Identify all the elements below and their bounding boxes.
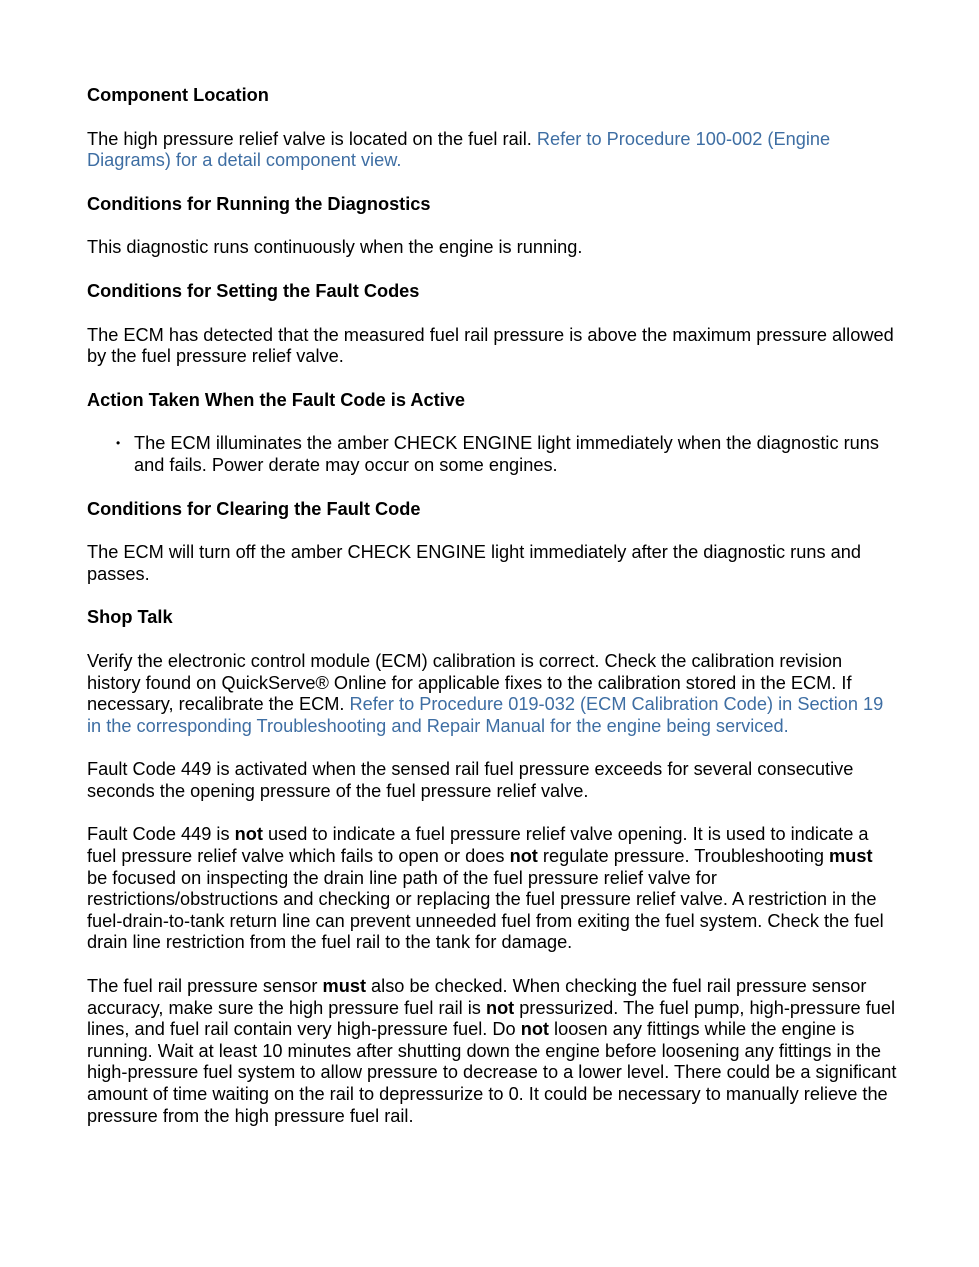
heading-setting-fault-codes: Conditions for Setting the Fault Codes bbox=[87, 280, 420, 301]
component-location-paragraph bbox=[87, 129, 897, 172]
p3-text-g: be focused on inspecting the drain line path of the fuel pressure relief valve for restrictions/obstructions and checking or replacing the fuel pressure relief valve. A restriction in the fuel-drain-to-tank return line can prevent unneeded fuel from exiting the fuel system. Check the fuel drain line restriction from the fuel rail to the tank for damage. bbox=[87, 867, 884, 953]
p4-emphasis-not-1: not bbox=[485, 997, 515, 1018]
heading-action-taken: Action Taken When the Fault Code is Active bbox=[87, 389, 465, 410]
shop-talk-p1-text: Verify the electronic control module (ECM) calibration is correct. Check the calibration revision history found on QuickServe® Online for applicable fixes to the calibration stored in the ECM. If necessary, recalibrate the ECM. bbox=[87, 650, 852, 715]
component-location-text: The high pressure relief valve is located on the fuel rail. bbox=[87, 128, 532, 149]
p3-text-a: Fault Code 449 is bbox=[87, 824, 235, 845]
p4-emphasis-must: must bbox=[322, 976, 366, 997]
bullet-icon: • bbox=[116, 436, 121, 451]
clearing-fault-code-paragraph: The ECM will turn off the amber CHECK ENGINE light immediately after the diagnostic runs and passes. bbox=[87, 542, 861, 584]
p3-emphasis-must: must bbox=[829, 846, 873, 867]
shop-talk-paragraph-3 bbox=[87, 824, 897, 954]
p3-emphasis-not-1: not bbox=[234, 824, 263, 845]
heading-running-diagnostics: Conditions for Running the Diagnostics bbox=[87, 193, 431, 214]
p3-text-e: regulate pressure. Troubleshooting bbox=[537, 846, 830, 867]
action-taken-list bbox=[87, 433, 897, 476]
p4-text-e: pressurized. The fuel pump, high-pressure fuel lines, and fuel rail contain very high-pressure fuel. Do bbox=[87, 997, 896, 1040]
list-item-text: The ECM illuminates the amber CHECK ENGINE light immediately when the diagnostic runs and fails. Power derate may occur on some engines. bbox=[134, 433, 879, 475]
heading-clearing-fault-code: Conditions for Clearing the Fault Code bbox=[87, 498, 421, 519]
shop-talk-paragraph-4 bbox=[87, 976, 897, 1127]
p4-text-g: loosen any fittings while the engine is running. Wait at least 10 minutes after shutting down the engine before loosening any fittings in the high-pressure fuel system to allow pressure to decrease to a lower level. There could be a significant amount of time waiting on the rail to depressurize to 0. It could be necessary to manually relieve the pressure from the high pressure fuel rail. bbox=[87, 1019, 897, 1126]
setting-fault-codes-paragraph: The ECM has detected that the measured fuel rail pressure is above the maximum pressure allowed by the fuel pressure relief valve. bbox=[87, 324, 894, 367]
shop-talk-paragraph-2: Fault Code 449 is activated when the sensed rail fuel pressure exceeds for several consecutive seconds the opening pressure of the fuel pressure relief valve. bbox=[87, 759, 854, 801]
document-page bbox=[87, 85, 897, 1149]
p4-text-c: also be checked. When checking the fuel rail pressure sensor accuracy, make sure the high pressure fuel rail is bbox=[87, 976, 867, 1018]
shop-talk-paragraph-1 bbox=[87, 651, 897, 737]
p3-emphasis-not-2: not bbox=[509, 846, 538, 867]
procedure-019-032-link[interactable]: Refer to Procedure 019-032 (ECM Calibration Code) in Section 19 in the corresponding Troubleshooting and Repair Manual for the engine being serviced. bbox=[87, 694, 884, 736]
heading-component-location: Component Location bbox=[87, 85, 269, 105]
p3-text-c: used to indicate a fuel pressure relief valve opening. It is used to indicate a fuel pressure relief valve which fails to open or does bbox=[87, 824, 869, 867]
p4-emphasis-not-2: not bbox=[520, 1019, 549, 1040]
procedure-100-002-link[interactable]: Refer to Procedure 100-002 (Engine Diagrams) for a detail component view. bbox=[87, 128, 831, 171]
running-diagnostics-paragraph: This diagnostic runs continuously when the engine is running. bbox=[87, 237, 583, 258]
heading-shop-talk: Shop Talk bbox=[87, 607, 173, 628]
p4-text-a: The fuel rail pressure sensor bbox=[87, 976, 323, 997]
list-item bbox=[116, 433, 897, 476]
